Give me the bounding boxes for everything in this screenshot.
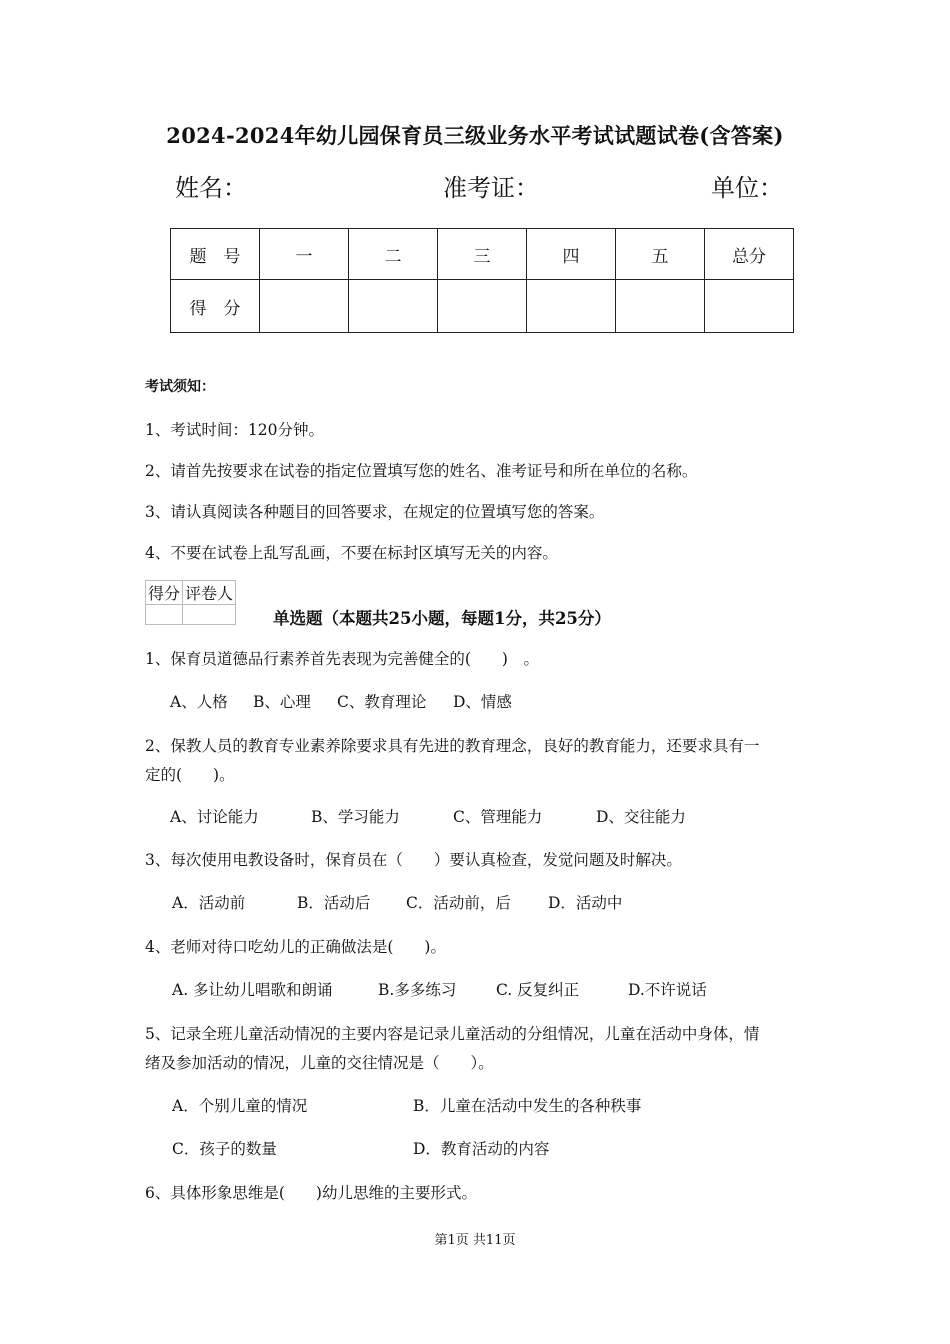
score-header-cell: 题 号 xyxy=(171,229,260,280)
score-cell xyxy=(616,280,705,333)
question-option: C、管理能力 xyxy=(453,808,543,826)
question-option: D.不许说话 xyxy=(628,981,707,999)
notice-item: 2、请首先按要求在试卷的指定位置填写您的姓名、准考证号和所在单位的名称。 xyxy=(145,462,698,480)
score-table-header-row xyxy=(171,229,794,280)
question-option: A．个别儿童的情况 xyxy=(172,1097,308,1115)
score-header-cell: 三 xyxy=(438,229,527,280)
question-stem: 1、保育员道德品行素养首先表现为完善健全的( ) 。 xyxy=(145,650,539,668)
question-option: C、教育理论 xyxy=(337,693,427,711)
question-stem: 6、具体形象思维是( )幼儿思维的主要形式。 xyxy=(145,1184,477,1202)
notice-item: 3、请认真阅读各种题目的回答要求，在规定的位置填写您的答案。 xyxy=(145,503,605,521)
score-row-label: 得 分 xyxy=(171,280,260,333)
question-option: C. 反复纠正 xyxy=(496,981,580,999)
question-option: B．活动后 xyxy=(297,894,371,912)
question-option: D、交往能力 xyxy=(596,808,686,826)
question-option: D．活动中 xyxy=(548,894,623,912)
question-option: D、情感 xyxy=(453,693,512,711)
question-option: D．教育活动的内容 xyxy=(413,1140,550,1158)
score-header-cell: 总分 xyxy=(705,229,794,280)
question-option: A、讨论能力 xyxy=(170,808,259,826)
score-header-cell: 二 xyxy=(349,229,438,280)
score-header-cell: 一 xyxy=(260,229,349,280)
score-table-score-row xyxy=(171,280,794,333)
grader-reviewer-label: 评卷人 xyxy=(183,581,236,605)
score-cell xyxy=(349,280,438,333)
grader-reviewer-cell xyxy=(183,605,236,625)
question-stem: 2、保教人员的教育专业素养除要求具有先进的教育理念，良好的教育能力，还要求具有一 xyxy=(145,737,760,755)
question-stem: 4、老师对待口吃幼儿的正确做法是( )。 xyxy=(145,938,446,956)
grader-score-label: 得分 xyxy=(146,581,183,605)
notice-item: 4、不要在试卷上乱写乱画，不要在标封区填写无关的内容。 xyxy=(145,544,558,562)
score-header-cell: 四 xyxy=(527,229,616,280)
score-cell xyxy=(438,280,527,333)
score-header-cell: 五 xyxy=(616,229,705,280)
unit-field-label: 单位： xyxy=(711,174,783,202)
grader-score-cell xyxy=(146,605,183,625)
question-option: A. 多让幼儿唱歌和朗诵 xyxy=(172,981,333,999)
score-cell xyxy=(260,280,349,333)
question-stem-continued: 绪及参加活动的情况，儿童的交往情况是（ ）。 xyxy=(145,1054,494,1072)
exam-number-field-label: 准考证： xyxy=(443,174,539,202)
name-field-label: 姓名： xyxy=(175,174,247,202)
question-stem-continued: 定的( )。 xyxy=(145,766,235,784)
question-option: B．儿童在活动中发生的各种秩事 xyxy=(413,1097,642,1115)
score-table xyxy=(170,228,794,333)
question-option: C．活动前，后 xyxy=(406,894,511,912)
question-option: B、学习能力 xyxy=(311,808,400,826)
question-option: A、人格 xyxy=(170,693,228,711)
question-option: B.多多练习 xyxy=(378,981,457,999)
score-cell xyxy=(705,280,794,333)
score-cell xyxy=(527,280,616,333)
question-stem: 3、每次使用电教设备时，保育员在（ ）要认真检查，发觉问题及时解决。 xyxy=(145,851,682,869)
document-title: 2024-2024年幼儿园保育员三级业务水平考试试题试卷(含答案) xyxy=(166,123,784,148)
notice-item: 1、考试时间：120分钟。 xyxy=(145,421,324,439)
notice-heading: 考试须知： xyxy=(145,379,215,395)
question-option: C．孩子的数量 xyxy=(172,1140,277,1158)
question-option: A．活动前 xyxy=(172,894,246,912)
section-title: 单选题（本题共25小题，每题1分，共25分） xyxy=(273,609,611,628)
page-footer: 第1页 共11页 xyxy=(434,1233,516,1248)
question-stem: 5、记录全班儿童活动情况的主要内容是记录儿童活动的分组情况，儿童在活动中身体，情 xyxy=(145,1025,760,1043)
grader-box xyxy=(145,580,236,625)
question-option: B、心理 xyxy=(253,693,311,711)
